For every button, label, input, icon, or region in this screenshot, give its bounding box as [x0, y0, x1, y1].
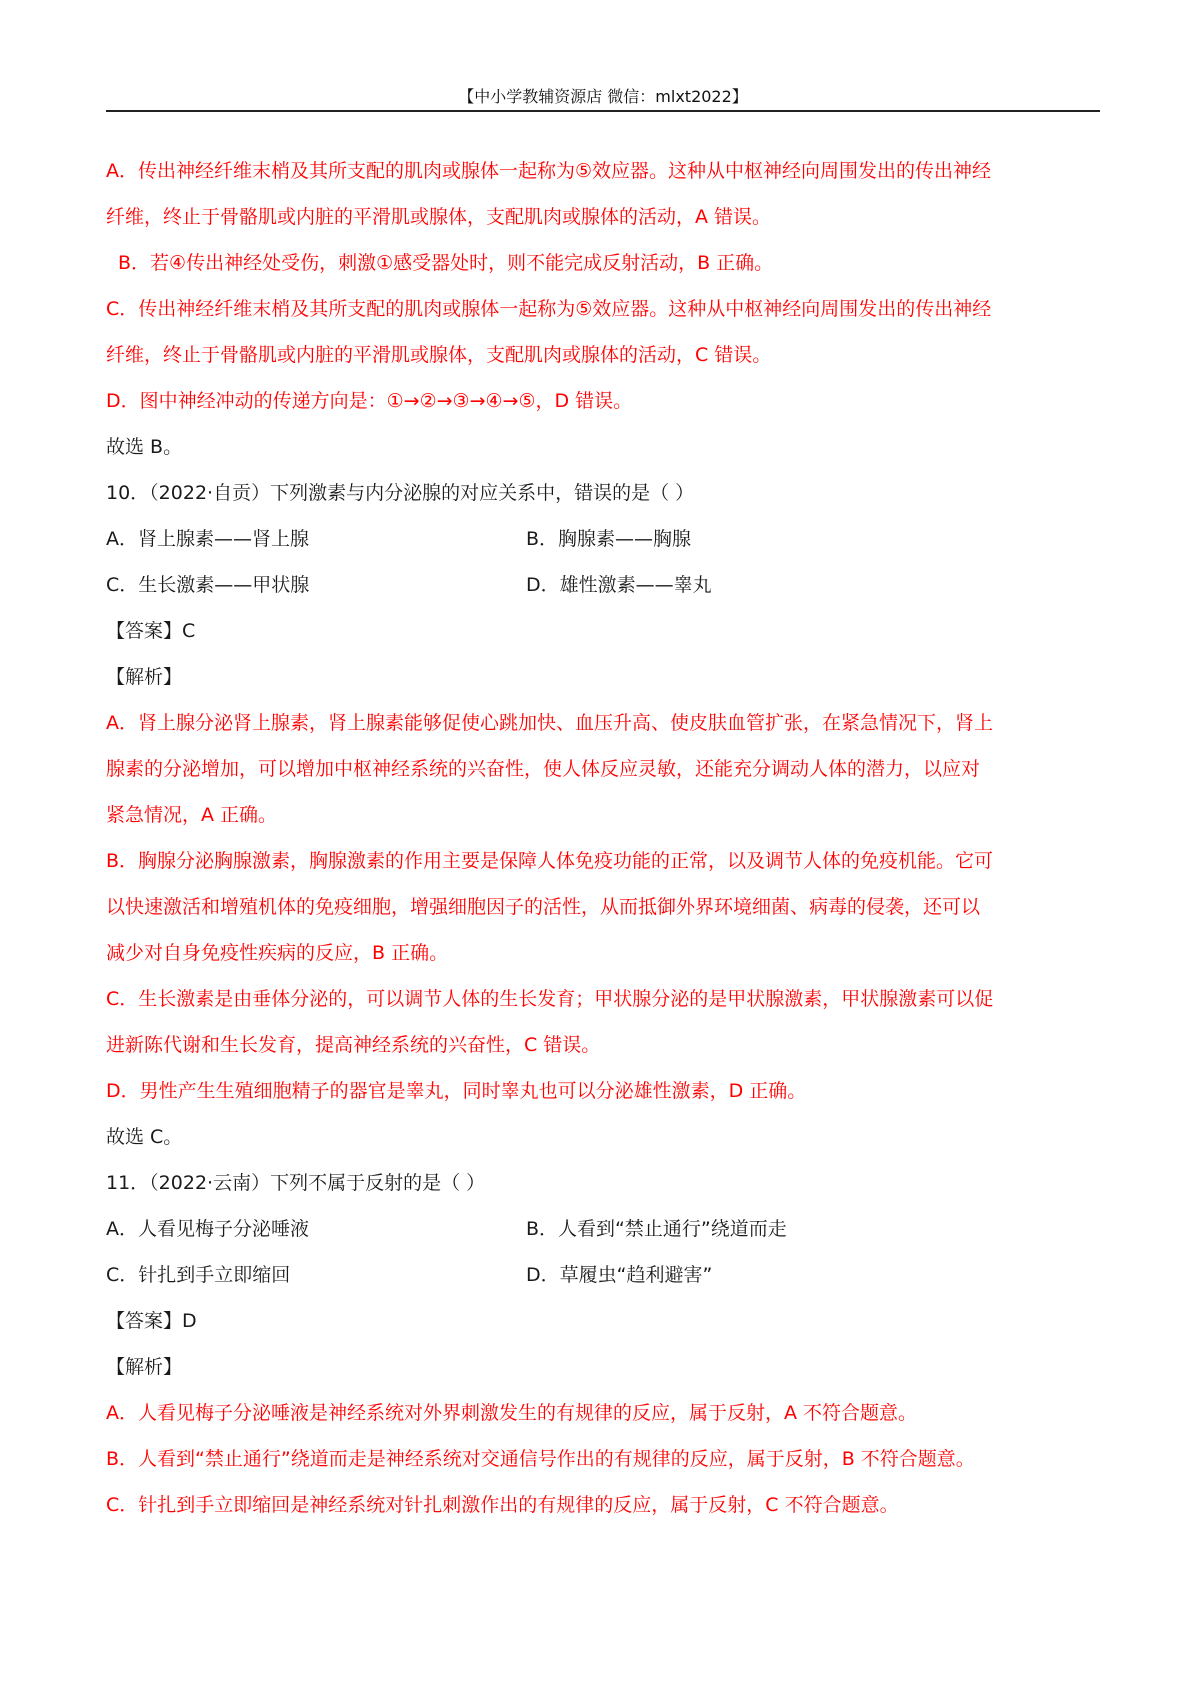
q10-analysis-line: B．胸腺分泌胸腺激素，胸腺激素的作用主要是保障人体免疫功能的正常，以及调节人体的免疫机能。它可 [106, 850, 994, 872]
q10-option-b: B．胸腺素——胸腺 [526, 528, 692, 550]
q10-option-d: D．雄性激素——睾丸 [526, 574, 712, 596]
q11-stem: 11．（2022·云南）下列不属于反射的是（ ） [106, 1172, 486, 1194]
q11-option-c: C．针扎到手立即缩回 [106, 1264, 291, 1286]
q10-analysis-line: A．肾上腺分泌肾上腺素，肾上腺素能够促使心跳加快、血压升高、使皮肤血管扩张，在紧急情况下，肾上 [106, 712, 994, 734]
q10-options-row [106, 562, 1100, 608]
q10-analysis-line: 减少对自身免疫性疾病的反应，B 正确。 [106, 942, 449, 964]
q11-options-row [106, 1252, 1100, 1298]
page-content [106, 148, 1100, 1528]
q11-option-d: D．草履虫“趋利避害” [526, 1264, 713, 1286]
q9-analysis-line: D．图中神经冲动的传递方向是：①→②→③→④→⑤，D 错误。 [106, 390, 633, 412]
q11-answer: 【答案】D [106, 1310, 197, 1332]
q9-analysis-line: A．传出神经纤维末梢及其所支配的肌肉或腺体一起称为⑤效应器。这种从中枢神经向周围发出的传出神经 [106, 160, 992, 182]
q10-analysis-line: 进新陈代谢和生长发育，提高神经系统的兴奋性，C 错误。 [106, 1034, 601, 1056]
q11-option-b: B．人看到“禁止通行”绕道而走 [526, 1218, 787, 1240]
q10-conclusion: 故选 C。 [106, 1126, 183, 1148]
q10-options-row [106, 516, 1100, 562]
q9-analysis-line: B．若④传出神经处受伤，刺激①感受器处时，则不能完成反射活动，B 正确。 [118, 252, 774, 274]
q10-answer: 【答案】C [106, 620, 196, 642]
q10-analysis-line: D．男性产生生殖细胞精子的器官是睾丸，同时睾丸也可以分泌雄性激素，D 正确。 [106, 1080, 807, 1102]
q11-analysis-label: 【解析】 [106, 1356, 183, 1378]
q9-analysis-line: 纤维，终止于骨骼肌或内脏的平滑肌或腺体，支配肌肉或腺体的活动，A 错误。 [106, 206, 772, 228]
q9-conclusion: 故选 B。 [106, 436, 183, 458]
q11-analysis-line: C．针扎到手立即缩回是神经系统对针扎刺激作出的有规律的反应，属于反射，C 不符合题意。 [106, 1494, 899, 1516]
q10-option-c: C．生长激素——甲状腺 [106, 574, 310, 596]
q9-analysis-line: C．传出神经纤维末梢及其所支配的肌肉或腺体一起称为⑤效应器。这种从中枢神经向周围发出的传出神经 [106, 298, 992, 320]
q11-option-a: A．人看见梅子分泌唾液 [106, 1218, 309, 1240]
q10-analysis-line: C．生长激素是由垂体分泌的，可以调节人体的生长发育；甲状腺分泌的是甲状腺激素，甲状腺激素可以促 [106, 988, 994, 1010]
q10-stem: 10．（2022·自贡）下列激素与内分泌腺的对应关系中，错误的是（ ） [106, 482, 695, 504]
q9-analysis-line: 纤维，终止于骨骼肌或内脏的平滑肌或腺体，支配肌肉或腺体的活动，C 错误。 [106, 344, 772, 366]
header-divider [106, 110, 1100, 112]
q11-analysis-line: B．人看到“禁止通行”绕道而走是神经系统对交通信号作出的有规律的反应，属于反射，B 不符合题意。 [106, 1448, 975, 1470]
q10-analysis-line: 腺素的分泌增加，可以增加中枢神经系统的兴奋性，使人体反应灵敏，还能充分调动人体的潜力，以应对 [106, 758, 981, 780]
q10-analysis-label: 【解析】 [106, 666, 183, 688]
page-header: 【中小学教辅资源店 微信：mlxt2022】 [458, 87, 748, 106]
q11-analysis-line: A．人看见梅子分泌唾液是神经系统对外界刺激发生的有规律的反应，属于反射，A 不符合题意。 [106, 1402, 918, 1424]
q10-analysis-line: 紧急情况，A 正确。 [106, 804, 278, 826]
q10-option-a: A．肾上腺素——肾上腺 [106, 528, 309, 550]
q11-options-row [106, 1206, 1100, 1252]
q10-analysis-line: 以快速激活和增殖机体的免疫细胞，增强细胞因子的活性，从而抵御外界环境细菌、病毒的侵袭，还可以 [106, 896, 981, 918]
